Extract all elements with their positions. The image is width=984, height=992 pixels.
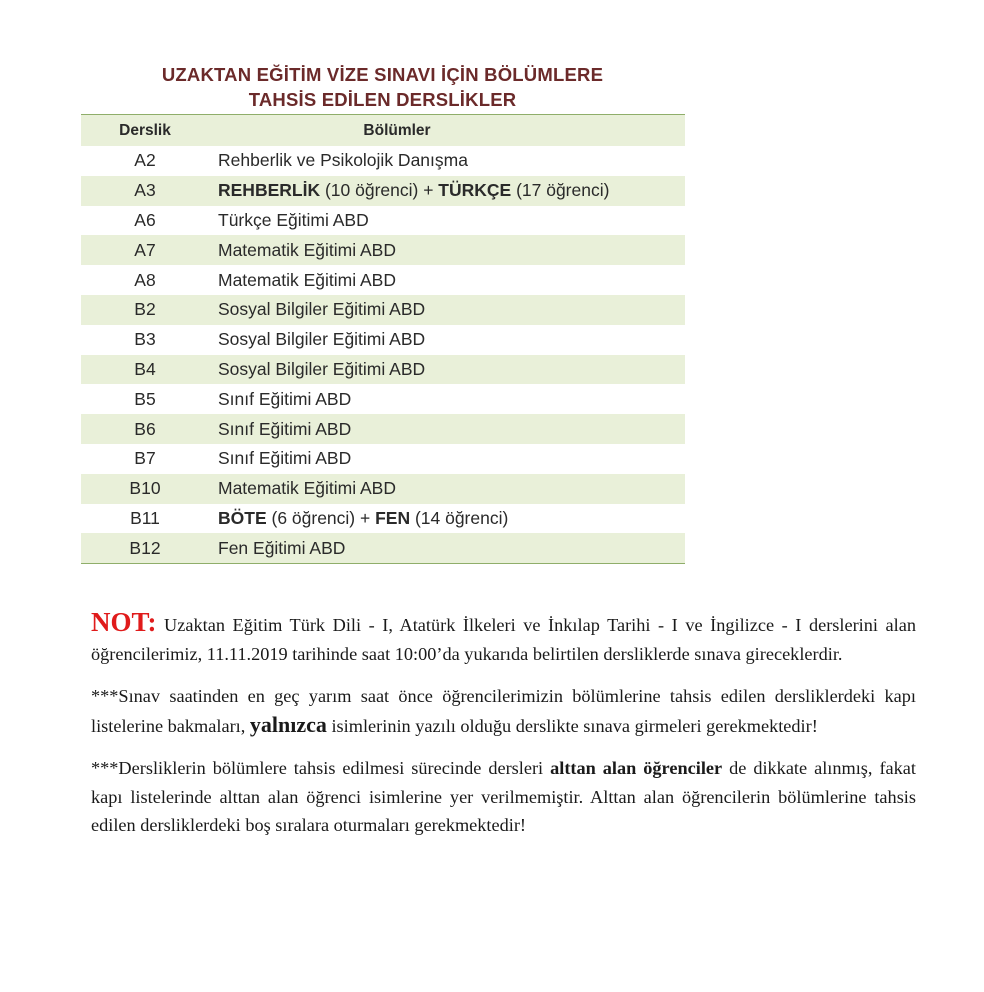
- room-cell: A6: [134, 209, 156, 230]
- note-paragraph-3: [91, 754, 916, 840]
- table-row: [81, 533, 685, 563]
- room-cell: B4: [134, 358, 156, 379]
- table-row: [81, 474, 685, 504]
- room-cell: B7: [134, 448, 156, 469]
- note-text-1: Uzaktan Eğitim Türk Dili - I, Atatürk İlkeleri ve İnkılap Tarihi - I ve İngilizce - I derslerini alan öğrencilerimiz, 11.11.2019 tarihinde saat 10:00’da yukarıda belirtilen dersliklerde sınava gireceklerdir.: [91, 615, 916, 664]
- department-cell: [209, 508, 685, 529]
- department-count-2: (14 öğrenci): [410, 507, 509, 528]
- room-cell: B6: [134, 418, 156, 439]
- department-count-2: (17 öğrenci): [511, 180, 610, 201]
- room-cell: B5: [134, 388, 156, 409]
- note-paragraph-2: [91, 682, 916, 740]
- emphasis-yalnizca: yalnızca: [249, 711, 327, 737]
- department-bold-2: TÜRKÇE: [438, 180, 512, 201]
- classroom-allocation-table: [81, 114, 685, 564]
- header-bolumler: Bölümler: [363, 121, 431, 139]
- room-cell: B10: [129, 478, 161, 499]
- room-cell: A2: [134, 150, 156, 171]
- document-title-line1: UZAKTAN EĞİTİM VİZE SINAVI İÇİN BÖLÜMLERE: [161, 64, 604, 85]
- room-cell: B3: [134, 329, 156, 350]
- department-cell: Sosyal Bilgiler Eğitimi ABD: [218, 299, 426, 320]
- department-cell: Türkçe Eğitimi ABD: [218, 209, 369, 230]
- emphasis-alttan-alan: alttan alan öğrenciler: [550, 758, 723, 778]
- header-derslik: Derslik: [119, 121, 171, 139]
- department-cell: Sınıf Eğitimi ABD: [218, 448, 352, 469]
- department-bold-1: BÖTE: [218, 507, 267, 528]
- room-cell: A7: [134, 239, 156, 260]
- department-count-1: (6 öğrenci) +: [266, 507, 376, 528]
- department-cell: Matematik Eğitimi ABD: [218, 269, 396, 290]
- department-count-1: (10 öğrenci) +: [320, 180, 439, 201]
- room-cell: B2: [134, 299, 156, 320]
- table-row: [81, 444, 685, 474]
- note-text-3b: de dikkate alınmış, fakat kapı listelerinde alttan alan öğrenci isimlerine yer verilmemiştir. Alttan alan öğrencilerin bölümlerine tahsis edilen dersliklerdeki boş sıralara oturmaları gerekmektedir!: [91, 758, 916, 835]
- table-row: [81, 414, 685, 444]
- table-row: [81, 504, 685, 534]
- department-cell: Sınıf Eğitimi ABD: [218, 418, 352, 439]
- room-cell: A8: [134, 269, 156, 290]
- department-cell: Matematik Eğitimi ABD: [218, 478, 396, 499]
- table-row: [81, 235, 685, 265]
- room-cell: B12: [129, 537, 161, 558]
- department-cell: Sosyal Bilgiler Eğitimi ABD: [218, 358, 426, 379]
- table-row: [81, 295, 685, 325]
- department-cell: Matematik Eğitimi ABD: [218, 239, 396, 260]
- department-cell: Rehberlik ve Psikolojik Danışma: [218, 150, 468, 171]
- table-header-row: [81, 115, 685, 146]
- department-cell: [209, 180, 685, 201]
- note-text-3a: ***Dersliklerin bölümlere tahsis edilmesi sürecinde dersleri: [91, 758, 551, 778]
- department-cell: Sosyal Bilgiler Eğitimi ABD: [218, 329, 426, 350]
- table-row: [81, 265, 685, 295]
- table-row: [81, 325, 685, 355]
- table-row: [81, 206, 685, 236]
- note-paragraph-1: [91, 608, 916, 668]
- table-row: [81, 176, 685, 206]
- table-row: [81, 355, 685, 385]
- document-title-line2: TAHSİS EDİLEN DERSLİKLER: [248, 89, 517, 110]
- department-cell: Sınıf Eğitimi ABD: [218, 388, 352, 409]
- table-row: [81, 146, 685, 176]
- note-text-2b: isimlerinin yazılı olduğu derslikte sınava girmeleri gerekmektedir!: [326, 715, 818, 736]
- department-bold-1: REHBERLİK: [218, 180, 321, 201]
- room-cell: A3: [134, 180, 156, 201]
- notes-section: [91, 608, 916, 854]
- department-bold-2: FEN: [375, 507, 411, 528]
- note-text-2a: ***Sınav saatinden en geç yarım saat önce öğrencilerimizin bölümlerine tahsis edilen dersliklerdeki kapı listelerine bakmaları,: [91, 686, 916, 736]
- department-cell: Fen Eğitimi ABD: [218, 537, 346, 558]
- room-cell: B11: [130, 507, 160, 528]
- table-row: [81, 384, 685, 414]
- not-label: NOT:: [91, 607, 157, 637]
